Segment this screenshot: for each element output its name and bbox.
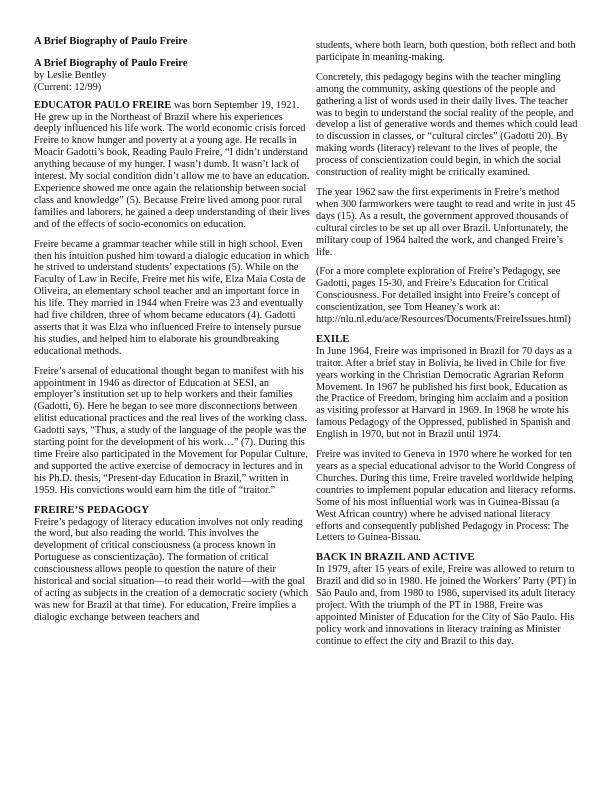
intro-text: was born September 19, 1921. He grew up in the Northeast of Brazil where his experiences deeply influenced his life work. The world economic crisis forced Freire to know hunger and poverty at a young age. He recalls in Moacir Gadotti’s book, Reading Paulo Freire, “I didn’t understand anything because of my hunger. I wasn’t dumb. It wasn’t lack of interest. My social condition didn’t allow me to have an education. Experience showed me once again the relationship between social class and knowledge” (5). Because Freire lived among poor rural families and laborers, he gained a deep understanding of their lives and of the effects of socio-economics on education. [34, 99, 310, 230]
section-heading-back-in-brazil: BACK IN BRAZIL AND ACTIVE [316, 552, 475, 564]
byline: by Leslie Bentley [34, 69, 107, 81]
back-paragraph-1: In 1979, after 15 years of exile, Freire was allowed to return to Brazil and did so in 1980. He joined the Workers’ Party (PT) in São Paulo and, from 1980 to 1986, supervised its adult literacy project. With the triumph of the PT in 1988, Freire was appointed Minister of Education for the City of São Paulo. His policy work and innovations in literacy training as Minister continue to effect the city and Brazil to this day. [316, 564, 577, 647]
intro-paragraph-3: Freire’s arsenal of educational thought began to manifest with his appointment in 1946 as director of Education at SESI, an employer’s institution set up to help workers and their families (Gadotti, 6). Here he began to see more disconnections between elitist educational practices and the real lives of the working class. Gadotti says, “Thus, a study of the language of the people was the starting point for the development of his work…” (7). During this time Freire also participated in the Movement for Popular Culture, and supported the active exercise of democracy in lectures and in his Ph.D. thesis, “Present-day Education in Brazil,” written in 1959. His convictions would earn him the title of “traitor.” [34, 365, 308, 496]
pedagogy-paragraph-2: Concretely, this pedagogy begins with the teacher mingling among the community, asking questions of the people and gathering a list of words used in their daily lives. The teacher was to begin to understand the social reality of the people, and develop a list of generative words and themes which could lead to discussion in classes, or “cultural circles” (Gadotti 20). By making words (literacy) relevant to the lives of people, the process of conscientization could begin, in which the social construction of reality might be critically examined. [316, 71, 578, 179]
pedagogy-paragraph-1-continued: students, where both learn, both question, both reflect and both participate in meaning-making. [316, 40, 576, 63]
section-heading-exile: EXILE [316, 333, 350, 345]
pedagogy-paragraph-1: Freire’s pedagogy of literacy education involves not only reading the word, but also reading the world. This involves the development of critical consciousness (a process known in Portuguese as conscientização). The formation of critical consciousness allows people to question the nature of their historical and social situation—to read their world—with the goal of acting as subjects in the creation of a democratic society (which was new for Brazil at that time). For education, Freire implies a dialogic exchange between teachers and [34, 516, 309, 623]
exile-paragraph-2: Freire was invited to Geneva in 1970 where he worked for ten years as a special educational advisor to the World Congress of Churches. During this time, Freire traveled worldwide helping countries to implement popular education and literacy reforms. Some of his most influential work was in Guinea-Bissau (a West African country) where he advised national literacy efforts and consequently published Pedagogy in Process: The Letters to Guinea-Bissau. [316, 449, 576, 544]
section-heading-pedagogy: FREIRE’S PEDAGOGY [34, 504, 150, 516]
pedagogy-paragraph-3: The year 1962 saw the first experiments in Freire’s method when 300 farmworkers were taught to read and write in just 45 days (15). As a result, the government approved thousands of cultural circles to be set up all over Brazil. Unfortunately, the military coup of 1964 halted the work, and changed Freire’s life. [316, 186, 576, 258]
intro-paragraph-1 [34, 100, 310, 231]
right-column [316, 40, 578, 656]
intro-paragraph-2: Freire became a grammar teacher while still in high school. Even then his intuition pushed him toward a dialogic education in which he strived to understand students’ expectations (5). While on the Faculty of Law in Recife, Freire met his wife, Elza Maia Costa de Oliveira, an elementary school teacher and an important force in his life. They married in 1944 when Freire was 23 and eventually had five children, three of whom became educators (4). Gadotti asserts that it was Elza who influenced Freire to intensely pursue his studies, and helped him to elaborate his groundbreaking educational methods. [34, 238, 310, 357]
date-line: (Current: 12/99) [34, 81, 102, 93]
document-title: A Brief Biography of Paulo Freire [34, 36, 188, 47]
left-column [34, 36, 310, 632]
pedagogy-paragraph-4: (For a more complete exploration of Freire’s Pedagogy, see Gadotti, pages 15-30, and Freire’s Education for Critical Consciousness. For detailed insight into Freire’s concept of conscientization, see Tom Heaney’s work at: http://nlu.nl.edu/ace/Resources/Documents/FreireIssues.html) [316, 266, 571, 326]
article-title: A Brief Biography of Paulo Freire [34, 57, 188, 69]
intro-lead: EDUCATOR PAULO FREIRE [34, 99, 172, 111]
exile-paragraph-1: In June 1964, Freire was imprisoned in Brazil for 70 days as a traitor. After a brief stay in Bolivia, he lived in Chile for five years working in the Christian Democratic Agrarian Reform Movement. In 1967 he published his first book, Education as the Practice of Freedom, bringing him acclaim and a position as visiting professor at Harvard in 1969. In 1968 he wrote his famous Pedagogy of the Oppressed, published in Spanish and English in 1970, but not in Brazil until 1974. [316, 345, 572, 441]
